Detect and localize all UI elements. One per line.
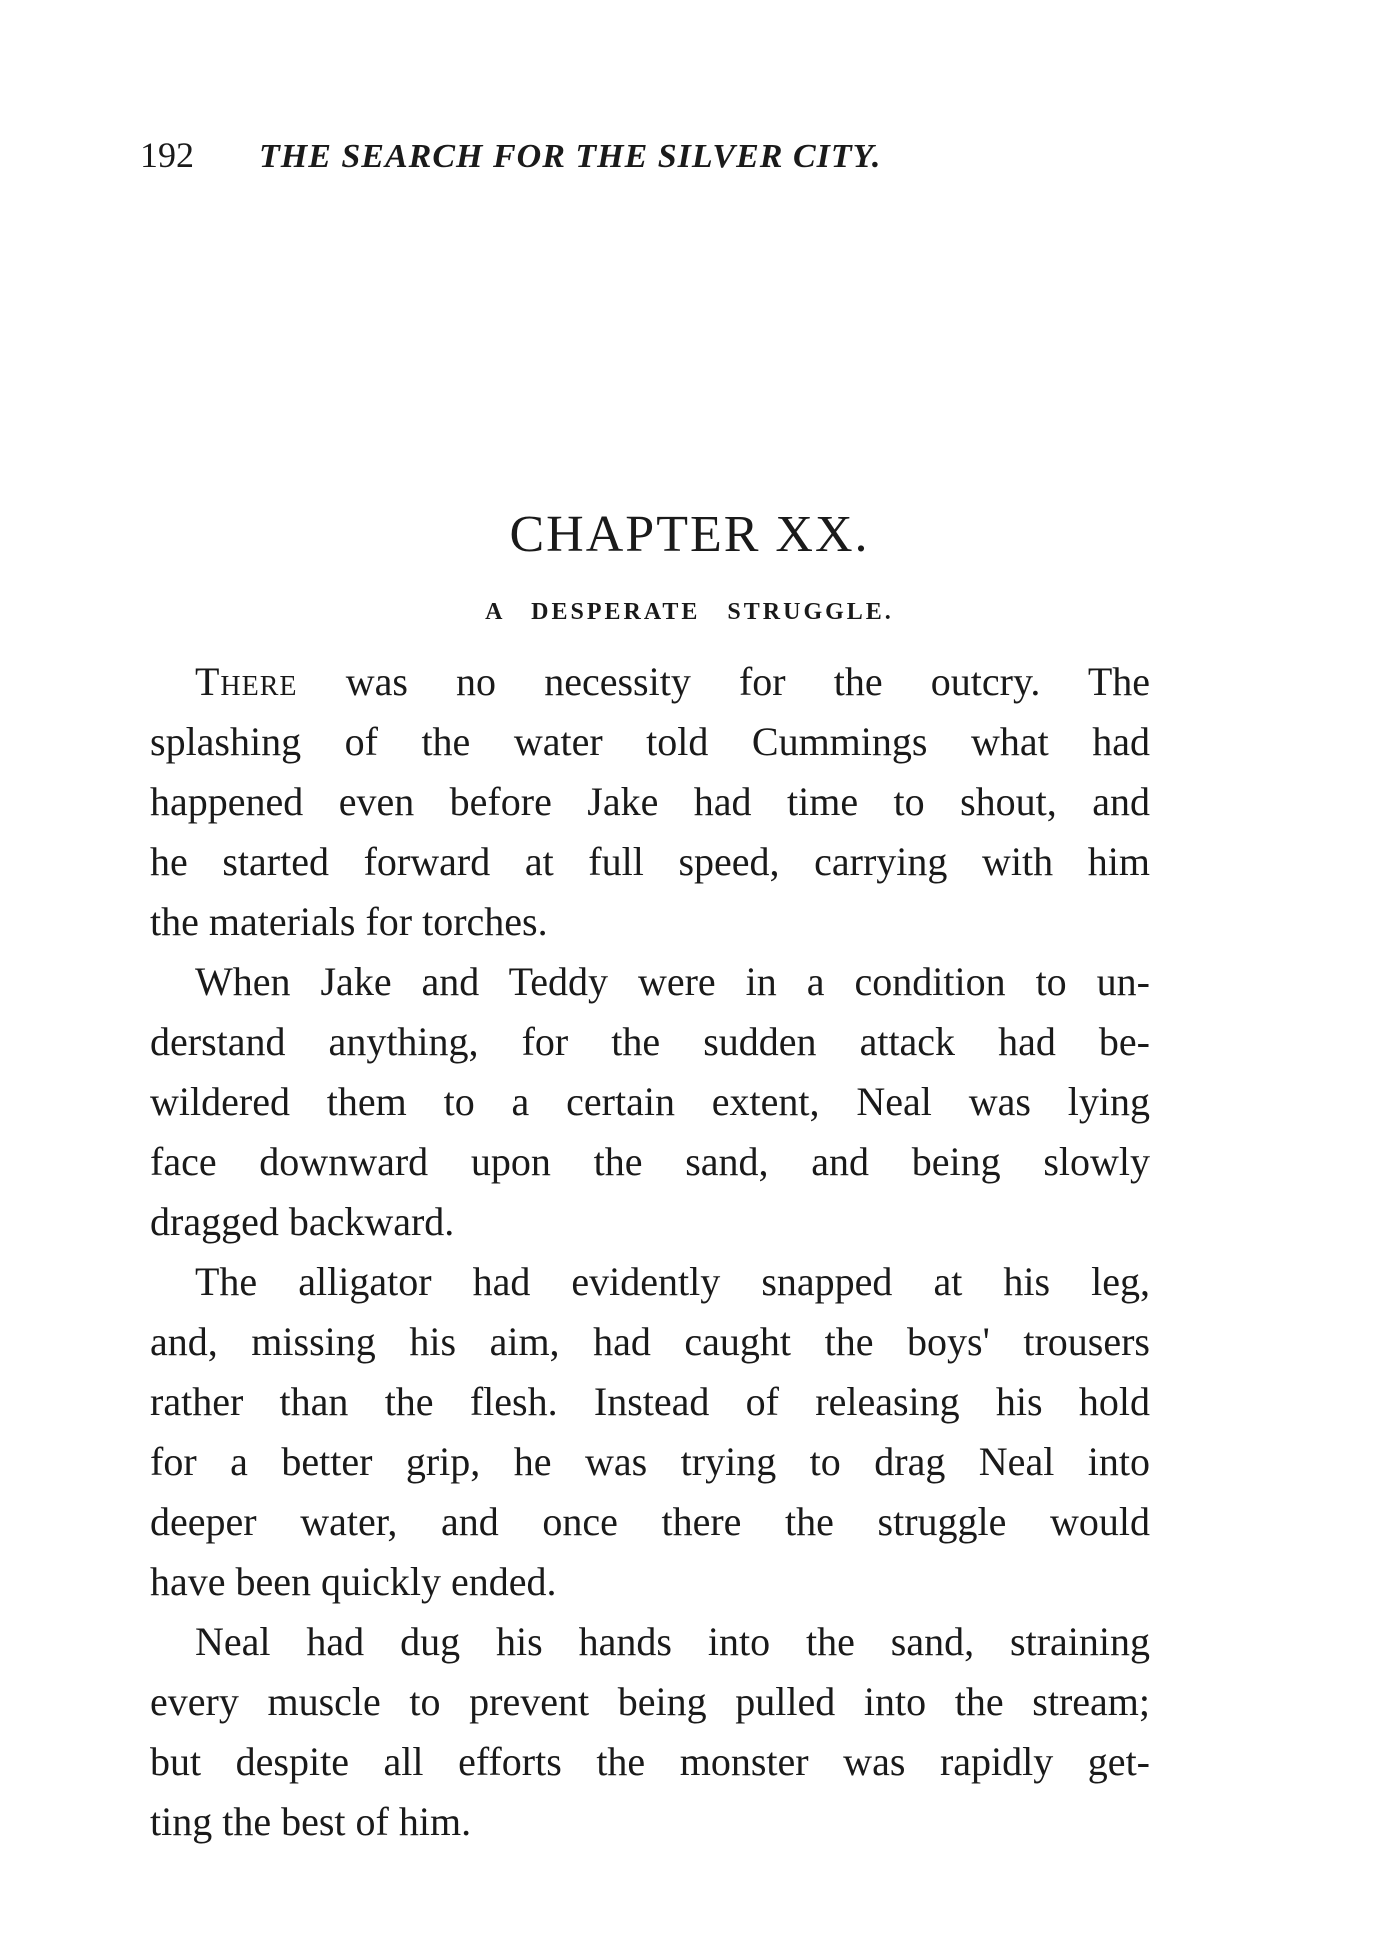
text-line: Neal had dug his hands into the sand, straining <box>195 1619 1150 1664</box>
chapter-subtitle: A DESPERATE STRUGGLE. <box>485 599 894 625</box>
text-line: for a better grip, he was trying to drag Neal into <box>150 1439 1150 1484</box>
drop-word: There <box>195 659 298 704</box>
text-line: deeper water, and once there the struggle would <box>150 1499 1150 1544</box>
paragraph <box>150 952 1150 1252</box>
text-line: dragged backward. <box>150 1199 455 1244</box>
text-line: face downward upon the sand, and being slowly <box>150 1139 1150 1184</box>
text-line: The alligator had evidently snapped at his leg, <box>195 1259 1150 1304</box>
text-line: he started forward at full speed, carrying with him <box>150 839 1150 884</box>
text-line <box>150 652 1150 712</box>
line-text: was no necessity for the outcry. The <box>297 659 1150 704</box>
text-line: splashing of the water told Cummings what had <box>150 719 1150 764</box>
body-text <box>150 652 1150 1852</box>
text-line: but despite all efforts the monster was rapidly get- <box>150 1739 1150 1784</box>
page-number: 192 <box>140 135 194 175</box>
running-title: THE SEARCH FOR THE SILVER CITY. <box>259 138 882 175</box>
chapter-heading: CHAPTER XX. <box>509 506 870 563</box>
text-line: rather than the flesh. Instead of releasing his hold <box>150 1379 1150 1424</box>
text-line: have been quickly ended. <box>150 1559 557 1604</box>
text-line: and, missing his aim, had caught the boys' trousers <box>150 1319 1150 1364</box>
text-line: the materials for torches. <box>150 899 548 944</box>
text-line: wildered them to a certain extent, Neal was lying <box>150 1079 1150 1124</box>
text-line: happened even before Jake had time to shout, and <box>150 779 1150 824</box>
text-line: When Jake and Teddy were in a condition to un- <box>195 959 1150 1004</box>
paragraph <box>150 1612 1150 1852</box>
paragraph <box>150 652 1150 952</box>
running-head <box>140 130 1140 180</box>
paragraph <box>150 1252 1150 1612</box>
text-line: ting the best of him. <box>150 1799 472 1844</box>
text-line: every muscle to prevent being pulled into the stream; <box>150 1679 1150 1724</box>
text-line: derstand anything, for the sudden attack had be- <box>150 1019 1150 1064</box>
